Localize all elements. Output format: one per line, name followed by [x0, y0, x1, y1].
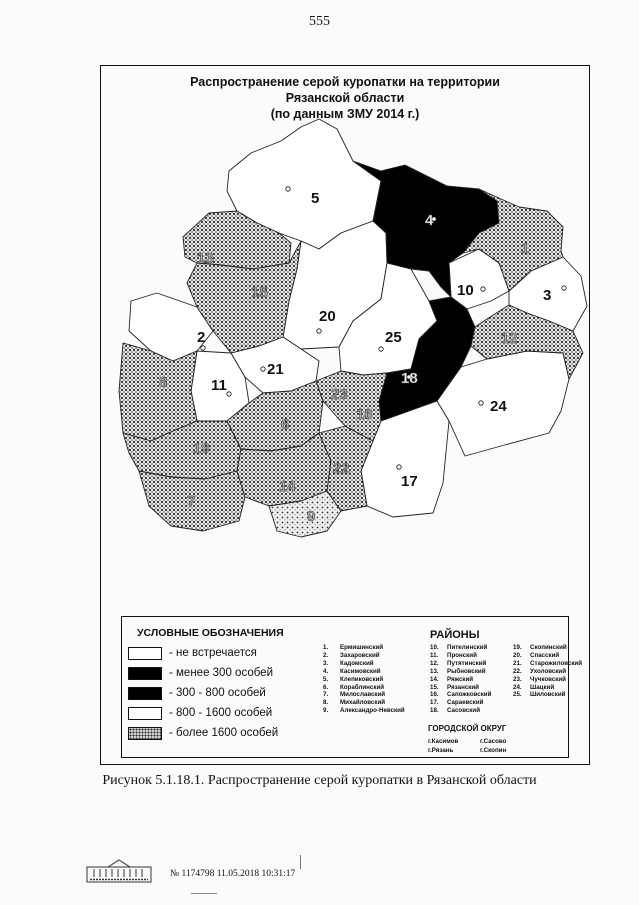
region-label-15: 15	[251, 284, 268, 301]
district-list-item: 21. Старожиловский	[513, 659, 583, 667]
region-label-19: 19	[193, 440, 210, 457]
district-list-item: 14. Ряжский	[430, 675, 474, 683]
city-item: г.Сасово	[480, 738, 507, 745]
region-label-1: 1	[521, 240, 530, 257]
district-center-marker	[317, 329, 321, 333]
region-label-9: 9	[307, 508, 316, 525]
district-list-item: 5. Клепиковский	[323, 675, 384, 683]
district-list-item: 17. Сараевский	[430, 699, 484, 707]
district-list-item: 23. Чучковский	[513, 675, 566, 683]
district-list-item: 11. Пронский	[430, 651, 477, 659]
region-label-13: 13	[197, 250, 214, 267]
district-list-item: 10. Пителинский	[430, 644, 488, 651]
region-label-20: 20	[319, 308, 336, 325]
region-label-5: 5	[311, 190, 320, 207]
page-number: 555	[309, 14, 330, 29]
legend-swatch-white	[128, 707, 162, 720]
region-label-21: 21	[267, 361, 284, 378]
scan-artifact	[300, 855, 301, 869]
district-list-item: 9. Александро-Невский	[323, 707, 405, 715]
district-list-column-3	[513, 644, 582, 699]
district-list-item: 7. Милославский	[323, 691, 386, 699]
district-center-marker	[397, 465, 401, 469]
region-label-7: 7	[187, 493, 196, 510]
district-list-item: 20. Спасский	[513, 651, 560, 659]
district-list-item: 6. Кораблинский	[323, 683, 385, 691]
region-label-3: 3	[543, 287, 552, 304]
district-center-marker	[227, 392, 231, 396]
district-center-marker	[286, 187, 290, 191]
region-label-4: 4	[425, 212, 434, 229]
district-center-marker	[261, 367, 265, 371]
region-label-12: 12	[501, 330, 518, 347]
region-label-6: 6	[281, 416, 290, 433]
district-center-marker	[379, 347, 383, 351]
city-item: г.Рязань	[428, 747, 454, 754]
district-list-item: 2. Захаровский	[323, 651, 380, 659]
district-list-column-1	[323, 644, 405, 715]
scan-artifact	[191, 893, 217, 894]
legend-swatch-black	[128, 667, 162, 680]
district-list-item: 24. Шацкий	[513, 683, 555, 691]
district-list-item: 22. Ухоловский	[513, 667, 567, 675]
district-list-item: 1. Ермишинский	[323, 644, 384, 651]
city-item: г.Скопин	[480, 747, 507, 754]
region-label-25: 25	[385, 329, 402, 346]
region-label-2: 2	[197, 329, 206, 346]
legend-item-800-1600	[128, 705, 272, 721]
district-list-item: 15. Рязанский	[430, 683, 479, 691]
district-list-item: 19. Скопинский	[513, 644, 567, 651]
map-title-line: Распространение серой куропатки на территории	[190, 75, 500, 89]
region-label-18: 18	[401, 370, 418, 387]
region-map	[101, 66, 588, 614]
district-center-marker	[562, 286, 566, 290]
legend-box	[121, 616, 583, 758]
document-registration-id: № 1174798 11.05.2018 10:31:17	[170, 869, 296, 879]
map-title-line: Рязанской области	[285, 91, 405, 105]
region-label-16: 16	[356, 406, 373, 423]
region-label-10: 10	[457, 282, 474, 299]
district-center-marker	[201, 346, 205, 350]
figure-caption: Рисунок 5.1.18.1. Распространение серой куропатки в Рязанской области	[102, 773, 537, 788]
city-district-title: ГОРОДСКОЙ ОКРУГ	[428, 724, 507, 733]
legend-label: - 800 - 1600 особей	[169, 707, 273, 719]
district-list-column-2	[430, 644, 491, 715]
district-list-item: 25. Шиловский	[513, 691, 566, 699]
legend-item-under-300	[128, 665, 273, 681]
legend-title: УСЛОВНЫЕ ОБОЗНАЧЕНИЯ	[137, 627, 284, 639]
legend-label: - более 1600 особей	[169, 727, 279, 739]
legend-label: - 300 - 800 особей	[169, 687, 266, 699]
legend-swatch-white	[128, 647, 162, 660]
legend-swatch-dotted	[128, 727, 162, 740]
legend-label: - менее 300 особей	[169, 667, 273, 679]
city-item: г.Касимов	[428, 738, 459, 745]
district-list-item: 18. Сасовский	[430, 707, 481, 715]
district-center-marker	[479, 401, 483, 405]
district-list-item: 12. Путятинский	[430, 659, 487, 667]
district-list-item: 4. Касимовский	[323, 667, 381, 675]
region-label-11: 11	[211, 377, 227, 394]
district-list-item: 8. Михайловский	[323, 699, 386, 707]
legend-item-absent	[128, 645, 257, 661]
region-label-22: 22	[333, 460, 350, 477]
district-list-item: 13. Рыбновский	[430, 667, 486, 675]
legend-item-300-800	[128, 685, 266, 701]
legend-item-over-1600	[128, 725, 278, 741]
region-label-24: 24	[490, 398, 507, 415]
region-label-23: 23	[331, 386, 348, 403]
map-title	[101, 74, 589, 122]
district-list-item: 16. Сапожковский	[430, 691, 492, 699]
district-center-marker	[481, 287, 485, 291]
region-label-14: 14	[279, 478, 296, 495]
region-label-8: 8	[159, 374, 168, 391]
region-label-17: 17	[401, 473, 418, 490]
legend-label: - не встречается	[169, 647, 257, 659]
figure-frame	[100, 65, 590, 765]
district-list-item: 3. Кадомский	[323, 659, 374, 667]
legend-swatch-black	[128, 687, 162, 700]
districts-title: РАЙОНЫ	[430, 629, 480, 641]
map-title-line: (по данным ЗМУ 2014 г.)	[270, 107, 420, 121]
registry-stamp-icon	[86, 858, 152, 884]
